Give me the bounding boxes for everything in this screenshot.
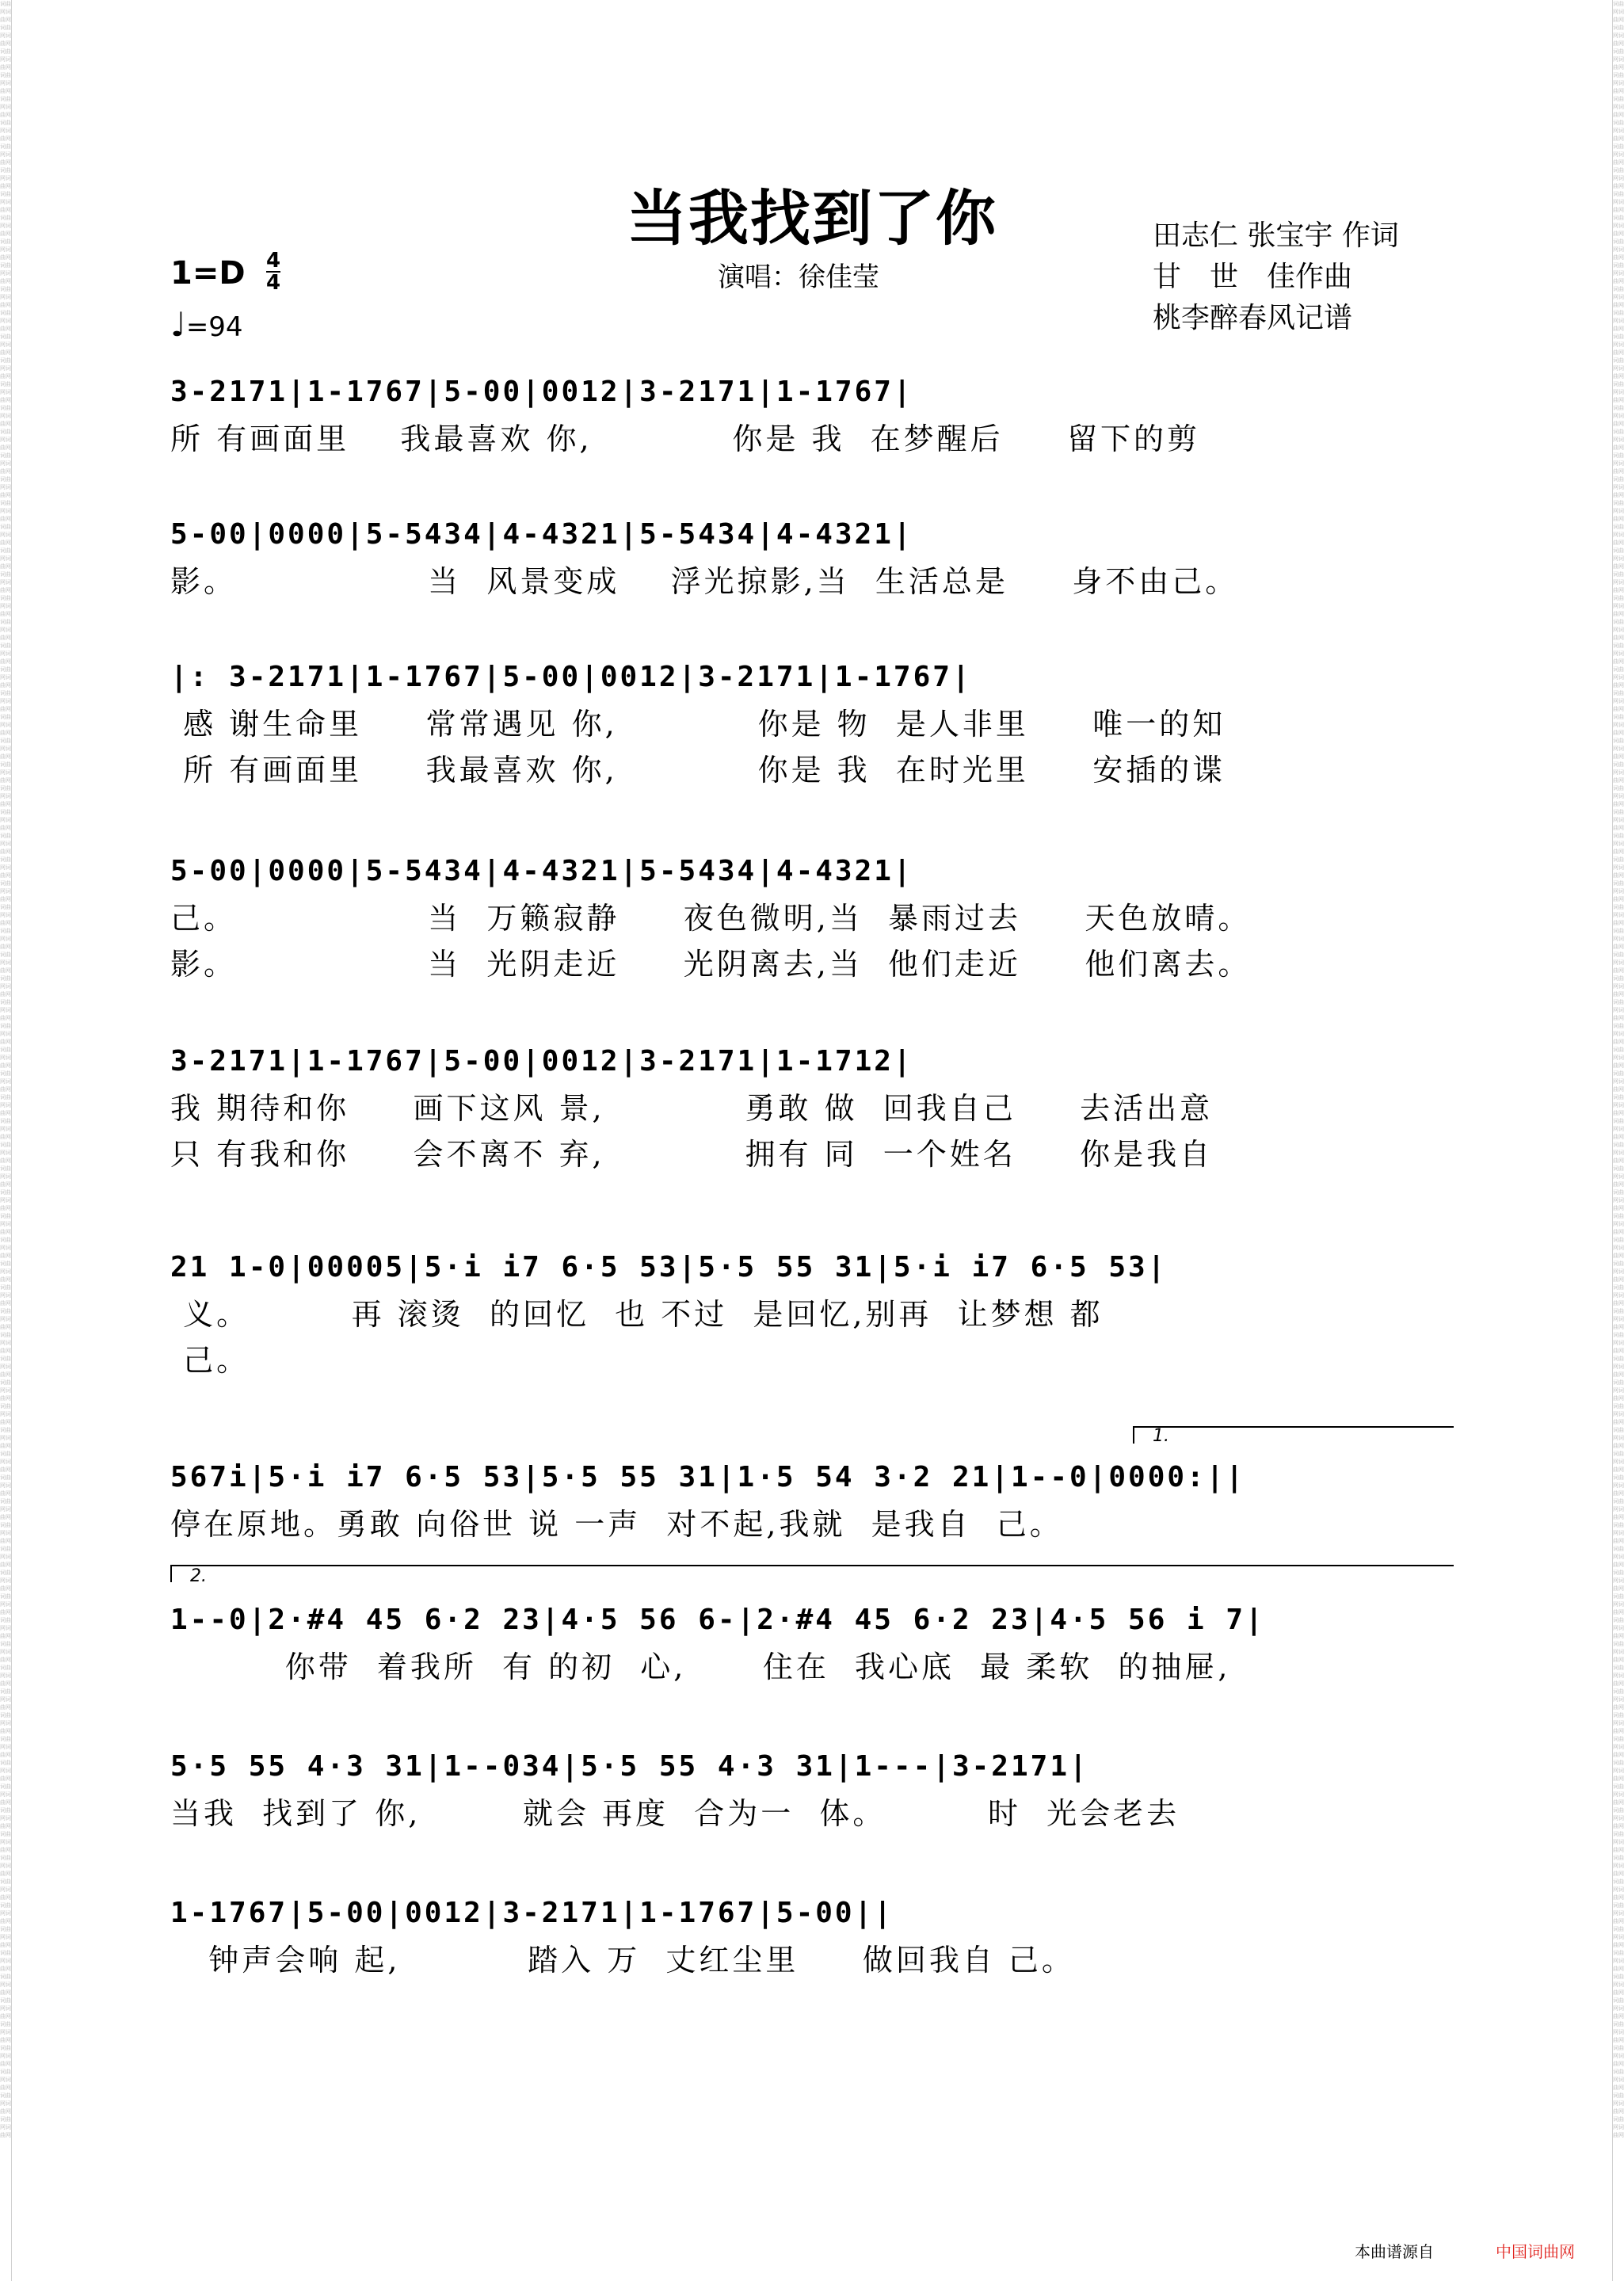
score-system-9 [170, 1743, 1454, 1837]
right-watermark-border: 词曲网词曲网词曲网词曲网词曲网词曲网词曲网词曲网词曲网词曲网词曲网词曲网词曲网词曲网词曲网词曲网词曲网词曲网词曲网词曲网词曲网词曲网词曲网词曲网词曲网词曲网词曲网词曲网词曲网词曲网词曲网词曲网词曲网词曲网词曲网词曲网词曲网词曲网词曲网词曲网词曲网词曲网词曲网词曲网词曲网词曲网词曲网词曲网词曲网词曲网词曲网词曲网词曲网词曲网词曲网词曲网词曲网词曲网词曲网词曲网词曲网词曲网词曲网词曲网词曲网词曲网词曲网词曲网词曲网词曲网词曲网词曲网词曲网词曲网词曲网词曲网词曲网词曲网词曲网词曲网词曲网词曲网词曲网词曲网词曲网词曲网词曲网词曲网词曲网词曲网词曲网词曲网词曲网词曲网词曲网词曲网词曲网词曲网词曲网词曲网词曲网词曲网词曲网词曲网词曲网词曲网词曲网词曲网词曲网词曲网词曲网词曲网词曲网词曲网词曲网词曲网词曲网词曲网词曲网词曲网词曲网词曲网词曲网词曲网词曲网词曲网词曲网词曲网词曲网词曲网词曲网词曲网词曲网词曲网词曲网词曲网词曲网词曲网词曲网词曲网词曲网词曲网词曲网词曲网词曲网词曲网词曲网词曲网词曲网词曲网词曲网词曲网词曲网词曲网词曲网词曲网词曲网词曲网词曲网词曲网词曲网词曲网词曲网词曲网词曲网词曲网词曲网词曲网词曲网词曲网词曲网词曲网词曲网词曲网词曲网词曲网词曲网词曲网词曲网词曲网 [1612, 0, 1624, 2281]
lyric-line: 停在原地。勇敢 向俗世 说 一声 对不起,我就 是我自 己。 [170, 1507, 1063, 1542]
credits [1153, 216, 1399, 339]
score-system-10 [170, 1890, 1454, 1983]
lyric-line: 当我 找到了 你, 就会 再度 合为一 体。 时 光会老去 [170, 1796, 1180, 1831]
tempo-value: =94 [185, 311, 243, 343]
notation-line: 21 1-0|00005|5·i i7 6·5 53|5·5 55 31|5·i i7 6·5 53| [170, 1251, 1168, 1284]
first-ending-line [1133, 1426, 1454, 1428]
score-system-1 [170, 368, 1454, 462]
score-system-7 [170, 1454, 1454, 1547]
lyric-line: 影。 当 风景变成 浮光掠影,当 生活总是 身不由己。 [170, 564, 1239, 599]
lyric-line: 己。 [170, 1343, 250, 1378]
lyric-line: 义。 再 滚烫 的回忆 也 不过 是回忆,别再 让梦想 都 [170, 1297, 1104, 1332]
notation-line: 5-00|0000|5-5434|4-4321|5-5434|4-4321| [170, 855, 913, 887]
lyric-line: 所 有画面里 我最喜欢 你, 你是 我 在时光里 安插的谍 [170, 753, 1226, 788]
left-watermark-border: 词曲网词曲网词曲网词曲网词曲网词曲网词曲网词曲网词曲网词曲网词曲网词曲网词曲网词曲网词曲网词曲网词曲网词曲网词曲网词曲网词曲网词曲网词曲网词曲网词曲网词曲网词曲网词曲网词曲网词曲网词曲网词曲网词曲网词曲网词曲网词曲网词曲网词曲网词曲网词曲网词曲网词曲网词曲网词曲网词曲网词曲网词曲网词曲网词曲网词曲网词曲网词曲网词曲网词曲网词曲网词曲网词曲网词曲网词曲网词曲网词曲网词曲网词曲网词曲网词曲网词曲网词曲网词曲网词曲网词曲网词曲网词曲网词曲网词曲网词曲网词曲网词曲网词曲网词曲网词曲网词曲网词曲网词曲网词曲网词曲网词曲网词曲网词曲网词曲网词曲网词曲网词曲网词曲网词曲网词曲网词曲网词曲网词曲网词曲网词曲网词曲网词曲网词曲网词曲网词曲网词曲网词曲网词曲网词曲网词曲网词曲网词曲网词曲网词曲网词曲网词曲网词曲网词曲网词曲网词曲网词曲网词曲网词曲网词曲网词曲网词曲网词曲网词曲网词曲网词曲网词曲网词曲网词曲网词曲网词曲网词曲网词曲网词曲网词曲网词曲网词曲网词曲网词曲网词曲网词曲网词曲网词曲网词曲网词曲网词曲网词曲网词曲网词曲网词曲网词曲网词曲网词曲网词曲网词曲网词曲网词曲网词曲网词曲网词曲网词曲网词曲网词曲网词曲网词曲网词曲网词曲网词曲网词曲网词曲网词曲网词曲网词曲网词曲网词曲网词曲网 [0, 0, 12, 2281]
lyric-line: 己。 当 万籁寂静 夜色微明,当 暴雨过去 天色放晴。 [170, 901, 1252, 936]
score-system-8 [170, 1596, 1454, 1690]
singer-credit: 演唱：徐佳莹 [718, 261, 879, 293]
score-system-4 [170, 848, 1454, 987]
notation-line: 1-1767|5-00|0012|3-2171|1-1767|5-00|| [170, 1897, 894, 1929]
lyric-line: 所 有画面里 我最喜欢 你, 你是 我 在梦醒后 留下的剪 [170, 421, 1201, 456]
time-signature-top: 4 [266, 249, 281, 273]
footer-site-link[interactable]: 中国词曲网 [1496, 2242, 1575, 2261]
lyric-line: 感 谢生命里 常常遇见 你, 你是 物 是人非里 唯一的知 [170, 707, 1226, 742]
second-ending-line [170, 1565, 1454, 1566]
notation-line: 5-00|0000|5-5434|4-4321|5-5434|4-4321| [170, 518, 913, 551]
footer-source-label: 本曲谱源自 [1355, 2242, 1434, 2261]
time-signature [266, 250, 280, 293]
lyric-line: 钟声会响 起, 踏入 万 丈红尘里 做回我自 己。 [170, 1943, 1075, 1978]
score-system-3 [170, 654, 1454, 793]
notation-line: |: 3-2171|1-1767|5-00|0012|3-2171|1-1767| [170, 661, 972, 693]
composer-credit: 甘 世 佳作曲 [1153, 261, 1353, 293]
score-system-2 [170, 511, 1454, 605]
tempo-marking [170, 305, 243, 344]
notation-line: 1--0|2·#4 45 6·2 23|4·5 56 6-|2·#4 45 6·2 23|4·5 56 i 7| [170, 1604, 1265, 1636]
score-system-5 [170, 1038, 1454, 1177]
transcriber-credit: 桃李醉春风记谱 [1153, 302, 1353, 334]
notation-line: 567i|5·i i7 6·5 53|5·5 55 31|1·5 54 3·2 21|1--0|0000:|| [170, 1461, 1246, 1493]
lyric-line: 我 期待和你 画下这风 景, 勇敢 做 回我自己 去活出意 [170, 1091, 1214, 1126]
notation-line: 3-2171|1-1767|5-00|0012|3-2171|1-1712| [170, 1045, 913, 1078]
first-ending-bracket [1133, 1426, 1134, 1444]
lyric-line: 你带 着我所 有 的初 心, 住在 我心底 最 柔软 的抽屉, [170, 1650, 1231, 1684]
lyric-line: 只 有我和你 会不离不 弃, 拥有 同 一个姓名 你是我自 [170, 1137, 1214, 1172]
first-ending-label: 1. [1153, 1426, 1169, 1446]
lyric-line: 影。 当 光阴走近 光阴离去,当 他们走近 他们离去。 [170, 947, 1252, 982]
key-signature: 1=D [170, 255, 246, 292]
score-system-6 [170, 1244, 1454, 1383]
second-ending-bracket [170, 1565, 172, 1582]
notation-line: 5·5 55 4·3 31|1--034|5·5 55 4·3 31|1---|3-2171| [170, 1750, 1089, 1783]
time-signature-bottom: 4 [266, 271, 281, 295]
second-ending-label: 2. [190, 1566, 207, 1586]
song-title: 当我找到了你 [627, 183, 997, 254]
notation-line: 3-2171|1-1767|5-00|0012|3-2171|1-1767| [170, 376, 913, 408]
lyricist-credit: 田志仁 张宝宇 作词 [1153, 219, 1399, 252]
quarter-note-icon: ♩ [170, 305, 186, 344]
